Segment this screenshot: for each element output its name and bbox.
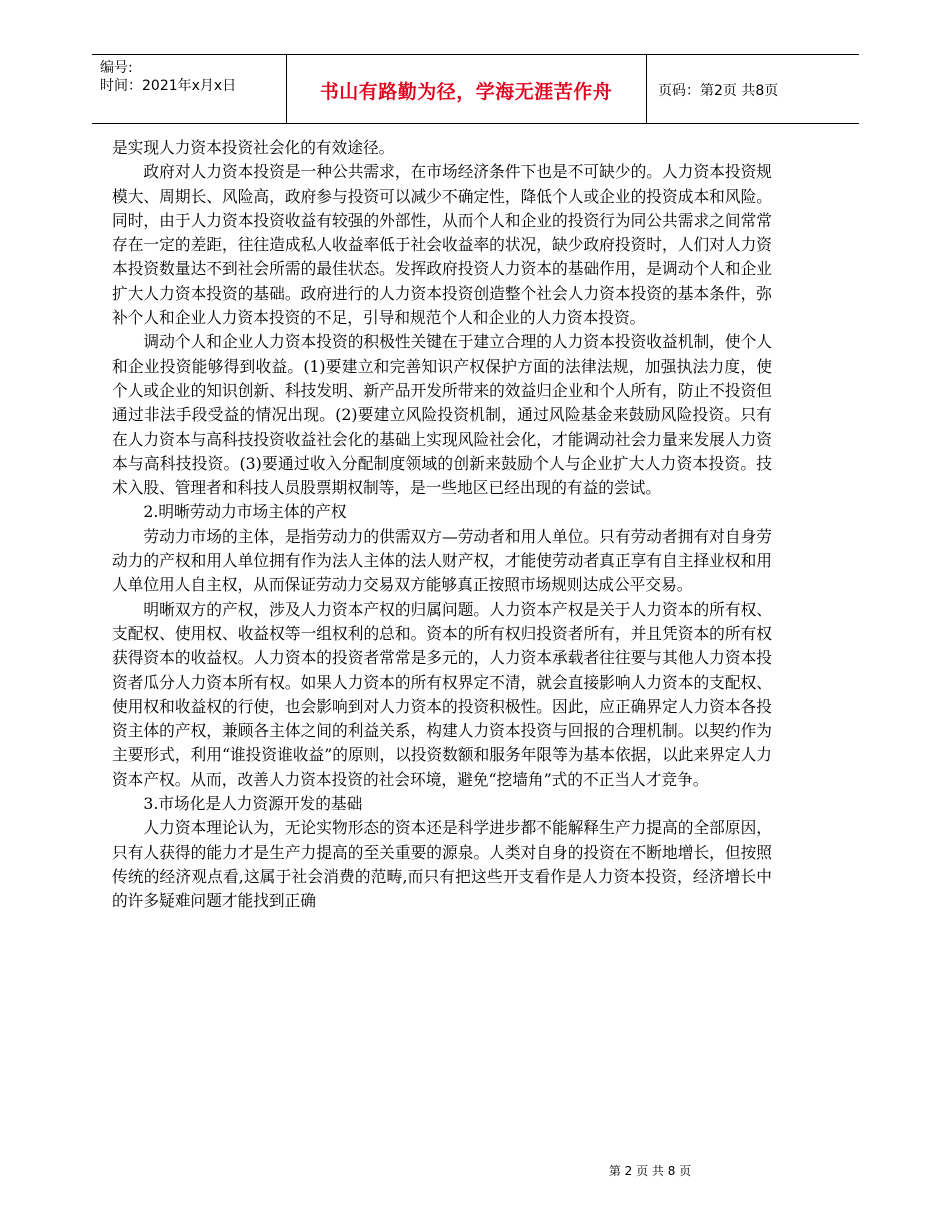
footer-page-number: 第 2 页 共 8 页 [608, 1164, 692, 1178]
paragraph: 人力资本理论认为，无论实物形态的资本还是科学进步都不能解释生产力提高的全部原因，只有人获得的能力才是生产力提高的至关重要的源泉。人类对自身的投资在不断地增长，但按照传统的经济观点看,这属于社会消费的范畴,而只有把这些开支看作是人力资本投资，经济增长中的许多疑难问题才能找到正确 [112, 818, 772, 911]
header-meta [100, 59, 236, 95]
paragraph: 调动个人和企业人力资本投资的积极性关键在于建立合理的人力资本投资收益机制，使个人和企业投资能够得到收益。(1)要建立和完善知识产权保护方面的法律法规，加强执法力度，使个人或企业的知识创新、科技发明、新产品开发所带来的效益归企业和个人所有，防止不投资但通过非法手段受益的情况出现。(2)要建立风险投资机制，通过风险基金来鼓励风险投资。只有在人力资本与高科技投资收益社会化的基础上实现风险社会化，才能调动社会力量来发展人力资本与高科技投资。(3)要通过收入分配制度领域的创新来鼓励个人与企业扩大人力资本投资。技术入股、管理者和科技人员股票期权制等，是一些地区已经出现的有益的尝试。 [112, 332, 772, 498]
section-heading: 3.市场化是人力资源开发的基础 [143, 794, 363, 814]
header-divider [646, 55, 647, 123]
header-motto: 书山有路勤为径，学海无涯苦作舟 [319, 81, 613, 103]
header-page-info: 页码：第2页 共8页 [658, 83, 779, 99]
document-body [112, 136, 772, 914]
paragraph: 劳动力市场的主体，是指劳动力的供需双方—劳动者和用人单位。只有劳动者拥有对自身劳动力的产权和用人单位拥有作为法人主体的法人财产权，才能使劳动者真正享有自主择业权和用人单位用人自主权，从而保证劳动力交易双方能够真正按照市场规则达成公平交易。 [112, 526, 772, 595]
time-label: 时间：2021年x月x日 [100, 78, 237, 94]
paragraph: 明晰双方的产权，涉及人力资本产权的归属问题。人力资本产权是关于人力资本的所有权、支配权、使用权、收益权等一组权利的总和。资本的所有权归投资者所有，并且凭资本的所有权获得资本的收益权。人力资本的投资者常常是多元的，人力资本承载者往往要与其他人力资本投资者瓜分人力资本所有权。如果人力资本的所有权界定不清，就会直接影响人力资本的支配权、使用权和收益权的行使，也会影响到对人力资本的投资积极性。因此，应正确界定人力资本各投资主体的产权，兼顾各主体之间的利益关系，构建人力资本投资与回报的合理机制。以契约作为主要形式，利用“谁投资谁收益”的原则，以投资数额和服务年限等为基本依据，以此来界定人力资本产权。从而，改善人力资本投资的社会环境，避免“挖墙角”式的不正当人才竞争。 [112, 599, 772, 789]
header-divider [286, 55, 287, 123]
paragraph: 是实现人力资本投资社会化的有效途径。 [112, 138, 395, 157]
paragraph: 政府对人力资本投资是一种公共需求，在市场经济条件下也是不可缺少的。人力资本投资规模大、周期长、风险高，政府参与投资可以减少不确定性，降低个人或企业的投资成本和风险。同时，由于人力资本投资收益有较强的外部性，从而个人和企业的投资行为同公共需求之间常常存在一定的差距，往往造成私人收益率低于社会收益率的状况，缺少政府投资时，人们对人力资本投资数量达不到社会所需的最佳状态。发挥政府投资人力资本的基础作用，是调动个人和企业扩大人力资本投资的基础。政府进行的人力资本投资创造整个社会人力资本投资的基本条件，弥补个人和企业人力资本投资的不足，引导和规范个人和企业的人力资本投资。 [112, 162, 772, 328]
page-footer [0, 1162, 950, 1179]
section-heading: 2.明晰劳动力市场主体的产权 [143, 502, 347, 522]
serial-label: 编号: [100, 60, 133, 76]
document-header [92, 54, 859, 124]
